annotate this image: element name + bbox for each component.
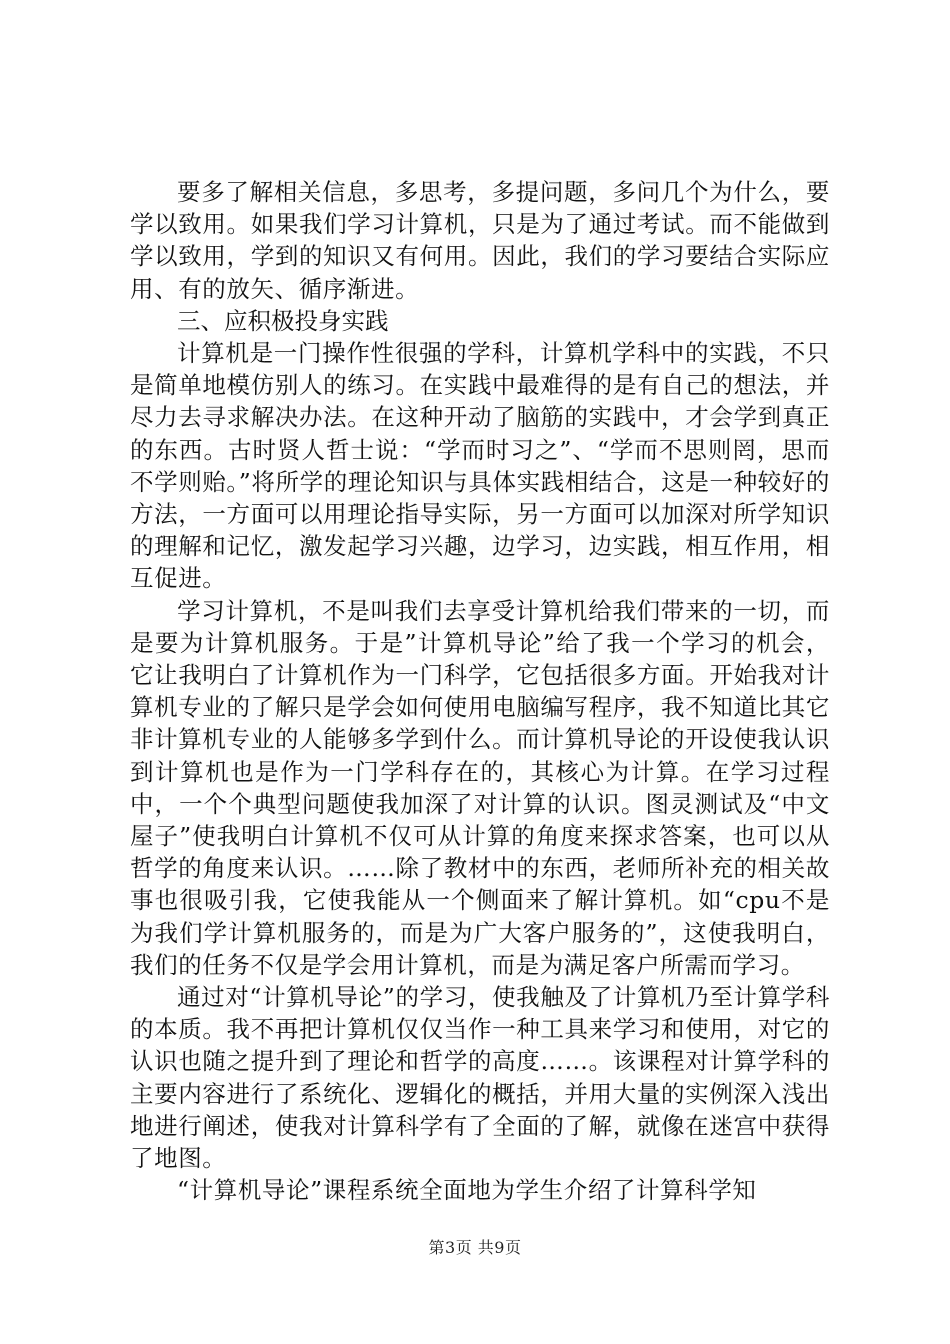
- section-heading: 三、应积极投身实践: [177, 306, 389, 335]
- paragraph-3: 学习计算机，不是叫我们去享受计算机给我们带来的一切，而是要为计算机服务。于是”计算机导论”给了我一个学习的机会，它让我明白了计算机作为一门科学，它包括很多方面。开始我对计算机专业的了解只是学会如何使用电脑编写程序，我不知道比其它非计算机专业的人能够多学到什么。而计算机导论的开设使我认识到计算机也是作为一门学科存在的，其核心为计算。在学习过程中，一个个典型问题使我加深了对计算的认识。图灵测试及“中文屋子”使我明白计算机不仅可从计算的角度来探求答案，也可以从哲学的角度来认识。……除了教材中的东西，老师所补充的相关故事也很吸引我，它使我能从一个侧面来了解计算机。如“cpu不是为我们学计算机服务的，而是为广大客户服务的”，这使我明白，我们的任务不仅是学会用计算机，而是为满足客户所需而学习。: [130, 596, 830, 979]
- page-number-footer: 第3页 共9页: [428, 1238, 522, 1257]
- paragraph-4: 通过对“计算机导论”的学习，使我触及了计算机乃至计算学科的本质。我不再把计算机仅仅当作一种工具来学习和使用，对它的认识也随之提升到了理论和哲学的高度……。该课程对计算学科的主要内容进行了系统化、逻辑化的概括，并用大量的实例深入浅出地进行阐述，使我对计算科学有了全面的了解，就像在迷宫中获得了地图。: [130, 983, 830, 1173]
- paragraph-1: 要多了解相关信息，多思考，多提问题，多问几个为什么，要学以致用。如果我们学习计算机，只是为了通过考试。而不能做到学以致用，学到的知识又有何用。因此，我们的学习要结合实际应用、有的放矢、循序渐进。: [130, 178, 830, 303]
- paragraph-2: 计算机是一门操作性很强的学科，计算机学科中的实践，不只是简单地模仿别人的练习。在实践中最难得的是有自己的想法，并尽力去寻求解决办法。在这种开动了脑筋的实践中，才会学到真正的东西。古时贤人哲士说：“学而时习之”、“学而不思则罔，思而不学则贻。”将所学的理论知识与具体实践相结合，这是一种较好的方法，一方面可以用理论指导实际，另一方面可以加深对所学知识的理解和记忆，激发起学习兴趣，边学习，边实践，相互作用，相互促进。: [130, 339, 830, 593]
- paragraph-5: “计算机导论”课程系统全面地为学生介绍了计算科学知: [177, 1176, 757, 1205]
- document-body: [130, 176, 830, 1207]
